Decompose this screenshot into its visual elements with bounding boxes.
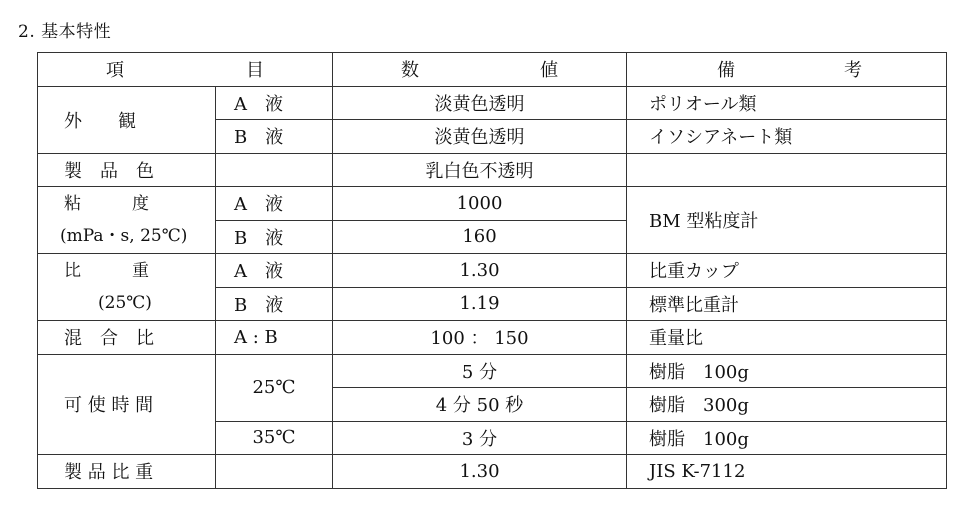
header-note-char-1: 備 [717,60,735,82]
table-row [38,254,947,288]
table-row [38,86,947,120]
pot-life-value-1: 5 分 [333,354,627,388]
product-gravity-value: 1.30 [333,455,627,489]
header-value-char-1: 数 [401,60,419,82]
viscosity-note: BM 型粘度計 [627,187,947,254]
table-row [38,321,947,355]
specific-gravity-label-cell [38,254,216,321]
appearance-a-label: A 液 [216,86,333,120]
product-gravity-label: 製 品 比 重 [38,455,216,489]
pot-life-label: 可 使 時 間 [38,354,216,455]
pot-life-note-3: 樹脂 100g [627,421,947,455]
empty-cell [216,455,333,489]
section-heading: 2. 基本特性 [18,22,112,42]
viscosity-b-value: 160 [333,220,627,254]
viscosity-label-cell [38,187,216,254]
specific-gravity-b-note: 標準比重計 [627,287,947,321]
pot-life-temp-35: 35℃ [216,421,333,455]
appearance-a-note: ポリオール類 [627,86,947,120]
table-row [38,354,947,388]
product-color-label: 製 品 色 [38,153,216,187]
viscosity-b-label: B 液 [216,220,333,254]
header-item-char-1: 項 [106,60,124,82]
header-item [38,53,333,87]
basic-properties-table [37,52,947,489]
header-note-char-2: 考 [844,60,862,82]
appearance-b-value: 淡黄色透明 [333,120,627,154]
pot-life-temp-25: 25℃ [216,354,333,421]
header-note [627,53,947,87]
mix-ratio-sub-label: A : B [216,321,333,355]
product-color-value: 乳白色不透明 [333,153,627,187]
specific-gravity-a-label: A 液 [216,254,333,288]
mix-ratio-note: 重量比 [627,321,947,355]
appearance-a-value: 淡黄色透明 [333,86,627,120]
specific-gravity-b-label: B 液 [216,287,333,321]
specific-gravity-a-note: 比重カップ [627,254,947,288]
pot-life-note-1: 樹脂 100g [627,354,947,388]
viscosity-a-label: A 液 [216,187,333,221]
pot-life-value-2: 4 分 50 秒 [333,388,627,422]
pot-life-value-3: 3 分 [333,421,627,455]
header-value-char-2: 値 [540,60,558,82]
empty-cell [627,153,947,187]
appearance-label: 外 観 [38,86,216,153]
specific-gravity-unit: (25℃) [98,293,152,313]
empty-cell [216,153,333,187]
table-row [38,455,947,489]
specific-gravity-b-value: 1.19 [333,287,627,321]
mix-ratio-value: 100 ： 150 [333,321,627,355]
pot-life-note-2: 樹脂 300g [627,388,947,422]
product-gravity-note: JIS K-7112 [627,455,947,489]
table-row [38,153,947,187]
table-header-row [38,53,947,87]
header-value [333,53,627,87]
appearance-b-note: イソシアネート類 [627,120,947,154]
header-item-char-2: 目 [246,60,264,82]
table-row [38,187,947,221]
viscosity-a-value: 1000 [333,187,627,221]
viscosity-label: 粘 度 [64,193,149,214]
specific-gravity-a-value: 1.30 [333,254,627,288]
appearance-b-label: B 液 [216,120,333,154]
viscosity-unit: (mPa・s, 25℃) [60,226,188,246]
specific-gravity-label: 比 重 [64,260,149,281]
mix-ratio-label: 混 合 比 [38,321,216,355]
